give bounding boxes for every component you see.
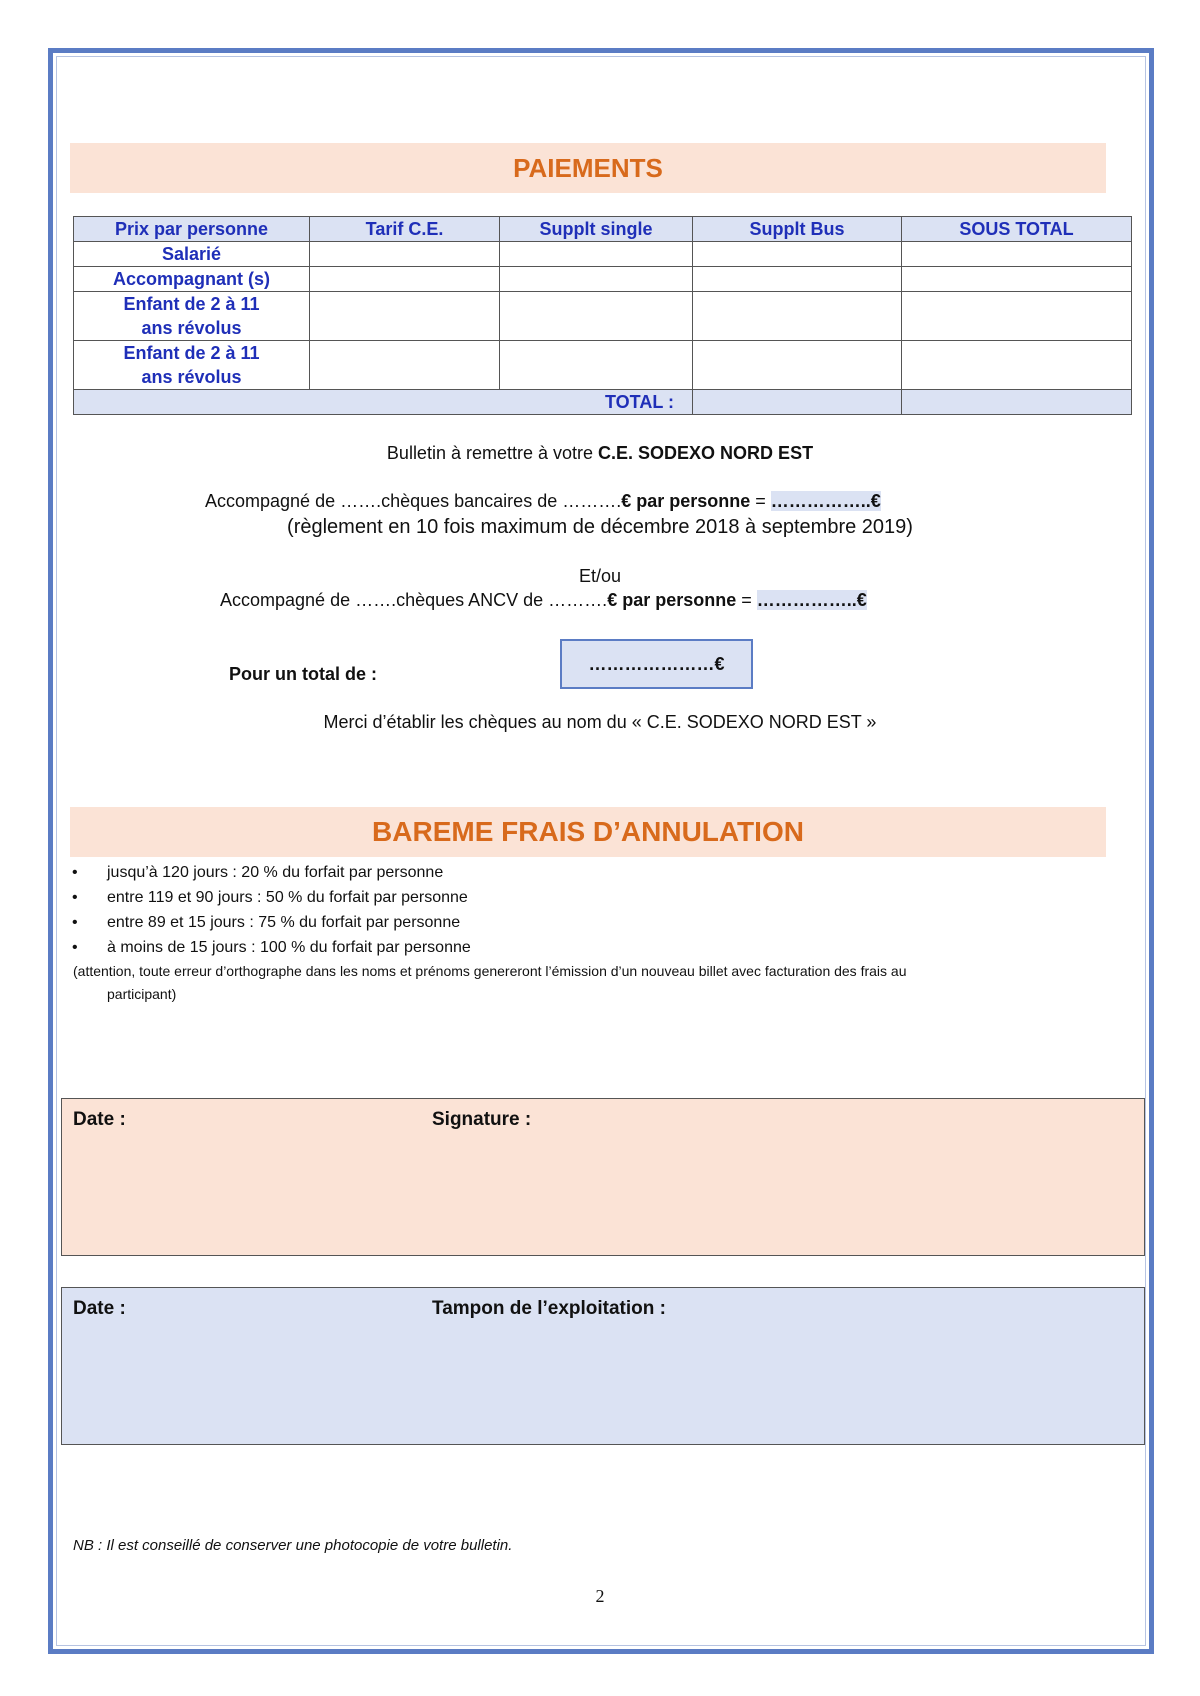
table-cell[interactable] xyxy=(693,341,902,390)
row-label-salarie: Salarié xyxy=(74,242,310,267)
cheques-ancv-line xyxy=(220,590,867,611)
bullet-icon: • xyxy=(72,864,78,881)
cheques-ancv-text: Accompagné de …….chèques ANCV de ………. xyxy=(220,590,608,610)
table-row xyxy=(74,341,1132,390)
paiements-title: PAIEMENTS xyxy=(70,143,1106,193)
bareme-title: BAREME FRAIS D’ANNULATION xyxy=(70,807,1106,857)
total-amount-field[interactable] xyxy=(560,639,753,689)
bareme-list xyxy=(72,860,471,960)
attention-line-2: participant) xyxy=(107,986,177,1002)
et-ou-line: Et/ou xyxy=(578,566,622,586)
bulletin-prefix: Bulletin à remettre à votre xyxy=(386,443,599,463)
list-item xyxy=(72,910,471,935)
list-item xyxy=(72,885,471,910)
cheques-bancaires-text: Accompagné de …….chèques bancaires de ………. xyxy=(205,491,622,511)
bareme-item-text: entre 119 et 90 jours : 50 % du forfait par personne xyxy=(107,889,468,906)
signature-label: Signature : xyxy=(432,1109,532,1130)
cheques-bancaires-amount-field[interactable]: ……………..€ xyxy=(770,491,881,511)
par-personne-label: € par personne xyxy=(621,491,751,511)
cheques-ancv-amount-field[interactable]: ……………..€ xyxy=(756,590,867,610)
total-amount-value: …………………€ xyxy=(588,654,725,674)
total-cell[interactable] xyxy=(902,390,1132,415)
table-cell[interactable] xyxy=(693,267,902,292)
signature-box[interactable] xyxy=(61,1098,1145,1256)
date-label: Date : xyxy=(73,1109,126,1130)
nb-note: NB : Il est conseillé de conserver une photocopie de votre bulletin. xyxy=(73,1537,513,1554)
col-header-single: Supplt single xyxy=(500,217,693,242)
attention-note xyxy=(73,960,1073,1006)
row-label-accompagnant: Accompagnant (s) xyxy=(74,267,310,292)
equals-sign: = xyxy=(750,491,771,511)
col-header-prix: Prix par personne xyxy=(74,217,310,242)
table-cell[interactable] xyxy=(902,341,1132,390)
total-row xyxy=(74,390,1132,415)
table-cell[interactable] xyxy=(500,267,693,292)
date-label: Date : xyxy=(73,1298,126,1319)
table-header-row xyxy=(74,217,1132,242)
table-cell[interactable] xyxy=(310,242,500,267)
table-row xyxy=(74,242,1132,267)
list-item xyxy=(72,935,471,960)
row-label-enfant-2: Enfant de 2 à 11 ans révolus xyxy=(74,341,310,390)
tampon-box[interactable] xyxy=(61,1287,1145,1445)
bareme-item-text: entre 89 et 15 jours : 75 % du forfait par personne xyxy=(107,914,461,931)
paiements-table xyxy=(73,216,1132,415)
bareme-item-text: à moins de 15 jours : 100 % du forfait par personne xyxy=(107,939,471,956)
table-cell[interactable] xyxy=(693,292,902,341)
cheques-bancaires-line xyxy=(205,491,881,512)
total-label: TOTAL : xyxy=(74,390,693,415)
table-cell[interactable] xyxy=(500,341,693,390)
list-item xyxy=(72,860,471,885)
col-header-tarif: Tarif C.E. xyxy=(310,217,500,242)
table-cell[interactable] xyxy=(310,267,500,292)
table-cell[interactable] xyxy=(902,242,1132,267)
attention-line-1: (attention, toute erreur d’orthographe dans les noms et prénoms genereront l’émission d’un nouveau billet avec facturation des frais au xyxy=(73,963,907,979)
table-cell[interactable] xyxy=(693,242,902,267)
bullet-icon: • xyxy=(72,939,78,956)
row-label-enfant-1: Enfant de 2 à 11 ans révolus xyxy=(74,292,310,341)
page-number: 2 xyxy=(595,1586,605,1606)
bullet-icon: • xyxy=(72,914,78,931)
par-personne-label: € par personne xyxy=(607,590,737,610)
table-cell[interactable] xyxy=(902,267,1132,292)
col-header-bus: Supplt Bus xyxy=(693,217,902,242)
table-cell[interactable] xyxy=(500,292,693,341)
tampon-label: Tampon de l’exploitation : xyxy=(432,1298,666,1319)
pour-un-total-label: Pour un total de : xyxy=(229,664,377,684)
table-row xyxy=(74,292,1132,341)
equals-sign: = xyxy=(736,590,757,610)
table-cell[interactable] xyxy=(310,292,500,341)
table-cell[interactable] xyxy=(500,242,693,267)
table-cell[interactable] xyxy=(310,341,500,390)
table-row xyxy=(74,267,1132,292)
reglement-line: (règlement en 10 fois maximum de décembre 2018 à septembre 2019) xyxy=(287,516,913,538)
total-cell[interactable] xyxy=(693,390,902,415)
merci-line: Merci d’établir les chèques au nom du « C.E. SODEXO NORD EST » xyxy=(323,712,877,732)
bareme-item-text: jusqu’à 120 jours : 20 % du forfait par personne xyxy=(107,864,444,881)
bulletin-target: C.E. SODEXO NORD EST xyxy=(598,443,814,463)
bulletin-line xyxy=(0,443,1200,464)
bullet-icon: • xyxy=(72,889,78,906)
col-header-sous-total: SOUS TOTAL xyxy=(902,217,1132,242)
table-cell[interactable] xyxy=(902,292,1132,341)
